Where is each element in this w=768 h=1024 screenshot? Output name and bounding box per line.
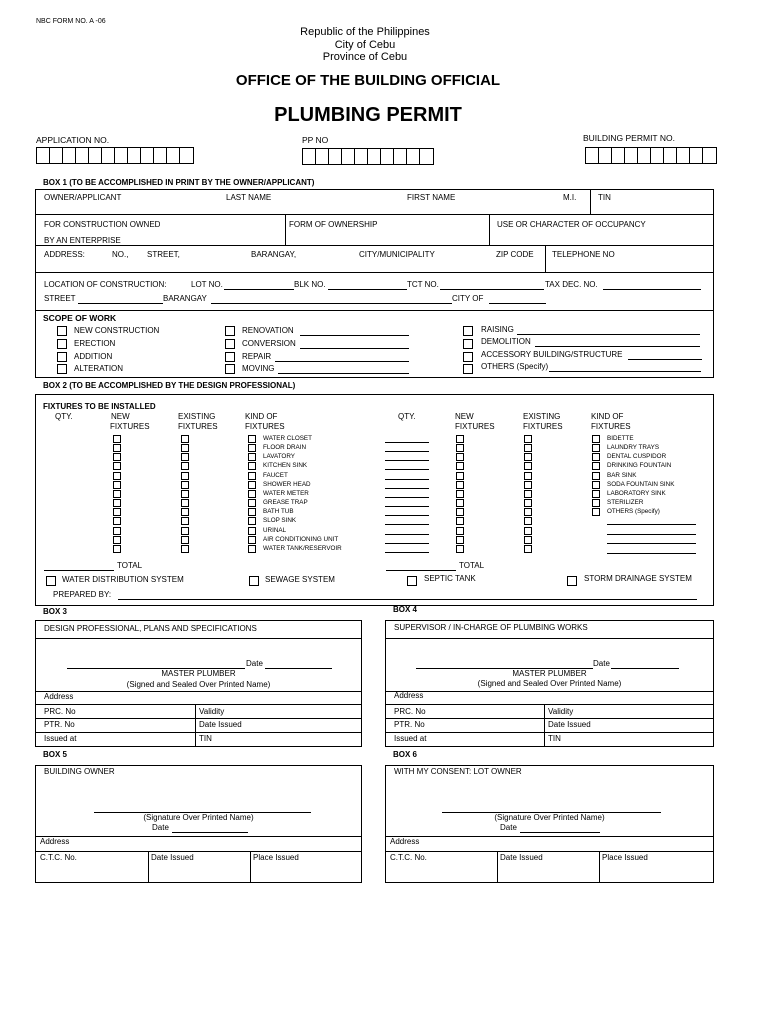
by-an-enterprise-label: BY AN ENTERPRISE xyxy=(44,236,121,245)
scope-label-repair: REPAIR xyxy=(242,352,272,361)
new-fixtures-header: FIXTURES xyxy=(455,422,495,431)
tin-label: TIN xyxy=(598,193,611,202)
address-city-label: CITY/MUNICIPALITY xyxy=(359,250,435,259)
kind-fixtures-header: FIXTURES xyxy=(591,422,631,431)
box4-prc-label: PRC. No xyxy=(394,707,426,716)
tax-dec-no-line[interactable] xyxy=(603,289,701,290)
box4-validity-label: Validity xyxy=(548,707,574,716)
fixture-label: WATER METER xyxy=(263,489,309,497)
fixture-label: LABORATORY SINK xyxy=(607,489,666,497)
scope-checkbox-accessory-building[interactable] xyxy=(463,352,473,362)
box5-title: BUILDING OWNER xyxy=(44,767,115,776)
total-left-line[interactable] xyxy=(44,570,114,571)
pp-no-field[interactable] xyxy=(302,148,434,165)
others-specify-line[interactable] xyxy=(607,524,696,525)
fixture-label: BIDETTE xyxy=(607,435,634,442)
lot-no-line[interactable] xyxy=(224,289,294,290)
box3-title: DESIGN PROFESSIONAL, PLANS AND SPECIFICATIONS xyxy=(44,624,257,633)
barangay-line[interactable] xyxy=(211,303,452,304)
box5-date-line[interactable] xyxy=(172,832,248,833)
fixture-label: STERILIZER xyxy=(607,499,644,507)
others-line[interactable] xyxy=(549,371,701,372)
existing-fixture-checkbox[interactable] xyxy=(181,536,189,544)
fixture-kind-checkbox[interactable] xyxy=(592,444,600,452)
qty-line[interactable] xyxy=(385,442,429,443)
fixture-kind-checkbox[interactable] xyxy=(248,435,256,443)
water-distribution-label: WATER DISTRIBUTION SYSTEM xyxy=(62,575,184,584)
existing-fixtures-header: FIXTURES xyxy=(523,422,563,431)
fixture-kind-checkbox[interactable] xyxy=(248,481,256,489)
blk-no-line[interactable] xyxy=(328,289,407,290)
fixture-label: SLOP SINK xyxy=(263,517,297,525)
qty-line[interactable] xyxy=(385,534,429,535)
divider xyxy=(35,718,362,719)
box4-master-plumber: MASTER PLUMBER xyxy=(512,669,587,678)
existing-fixture-checkbox[interactable] xyxy=(524,545,532,553)
existing-fixture-checkbox[interactable] xyxy=(524,517,532,525)
box3-issued-at-label: Issued at xyxy=(44,734,77,743)
city-of-line[interactable] xyxy=(489,303,546,304)
qty-header: QTY. xyxy=(398,412,416,421)
lot-no-label: LOT NO. xyxy=(191,280,223,289)
existing-fixture-checkbox[interactable] xyxy=(181,545,189,553)
renovation-line[interactable] xyxy=(300,335,409,336)
divider xyxy=(35,704,362,705)
fixture-kind-checkbox[interactable] xyxy=(592,499,600,507)
total-right-label: TOTAL xyxy=(459,561,485,570)
existing-fixture-checkbox[interactable] xyxy=(524,499,532,507)
existing-fixture-checkbox[interactable] xyxy=(524,435,532,443)
scope-label-conversion: CONVERSION xyxy=(242,339,296,348)
fixture-label: LAUNDRY TRAYS xyxy=(607,444,660,452)
pp-no-label: PP NO xyxy=(302,135,329,145)
divider xyxy=(544,704,545,747)
repair-line[interactable] xyxy=(275,361,409,362)
barangay-label: BARANGAY xyxy=(163,294,207,303)
address-no-label: NO., xyxy=(112,250,129,259)
box4-signed-sealed: (Signed and Sealed Over Printed Name) xyxy=(477,679,622,688)
new-fixture-checkbox[interactable] xyxy=(456,444,464,452)
new-fixture-checkbox[interactable] xyxy=(456,490,464,498)
location-of-construction-label: LOCATION OF CONSTRUCTION: xyxy=(44,280,167,289)
box4-heading: BOX 4 xyxy=(393,605,418,614)
scope-checkbox-new-construction[interactable] xyxy=(57,326,67,336)
mi-label: M.I. xyxy=(563,193,577,202)
qty-line[interactable] xyxy=(385,515,429,516)
scope-label-raising: RAISING xyxy=(481,325,514,334)
fixture-kind-checkbox[interactable] xyxy=(248,545,256,553)
box3-date-line[interactable] xyxy=(265,668,332,669)
fixture-kind-checkbox[interactable] xyxy=(592,453,600,461)
fixture-kind-checkbox[interactable] xyxy=(592,462,600,470)
city-of-label: CITY OF xyxy=(452,294,484,303)
new-fixture-checkbox[interactable] xyxy=(113,462,121,470)
new-fixtures-header: FIXTURES xyxy=(110,422,150,431)
scope-label-alteration: ALTERATION xyxy=(74,364,124,373)
existing-fixture-checkbox[interactable] xyxy=(181,481,189,489)
qty-header: QTY. xyxy=(55,412,73,421)
box6-place-issued-label: Place Issued xyxy=(602,853,648,862)
fixture-label: KITCHEN SINK xyxy=(263,462,308,470)
fixture-label: GREASE TRAP xyxy=(263,499,308,507)
conversion-line[interactable] xyxy=(300,348,409,349)
box4-date-issued-label: Date Issued xyxy=(548,720,591,729)
divider xyxy=(285,214,286,245)
divider xyxy=(385,836,714,837)
address-barangay-label: BARANGAY, xyxy=(251,250,297,259)
owner-applicant-label: OWNER/APPLICANT xyxy=(44,193,122,202)
box6-date-issued-label: Date Issued xyxy=(500,853,543,862)
existing-fixture-checkbox[interactable] xyxy=(524,490,532,498)
box3-heading: BOX 3 xyxy=(43,607,68,616)
fixture-label: BATH TUB xyxy=(263,508,294,516)
box5-heading: BOX 5 xyxy=(43,750,68,759)
divider xyxy=(35,836,362,837)
for-construction-owned-label: FOR CONSTRUCTION OWNED xyxy=(44,220,161,229)
fixture-kind-checkbox[interactable] xyxy=(592,508,600,516)
qty-line[interactable] xyxy=(385,497,429,498)
scope-checkbox-alteration[interactable] xyxy=(57,364,67,374)
fixture-kind-checkbox[interactable] xyxy=(248,508,256,516)
divider xyxy=(250,851,251,883)
box6-title: WITH MY CONSENT: LOT OWNER xyxy=(394,767,522,776)
existing-fixture-checkbox[interactable] xyxy=(524,536,532,544)
septic-tank-checkbox[interactable] xyxy=(407,576,417,586)
divider xyxy=(497,851,498,883)
scope-label-addition: ADDITION xyxy=(74,352,113,361)
fixture-label: FAUCET xyxy=(263,471,288,479)
new-fixture-checkbox[interactable] xyxy=(113,435,121,443)
prepared-by-line[interactable] xyxy=(118,599,697,600)
box5-address-label: Address xyxy=(40,837,70,846)
existing-fixture-checkbox[interactable] xyxy=(524,453,532,461)
fixture-label: AIR CONDITIONING UNIT xyxy=(263,535,339,543)
existing-fixture-checkbox[interactable] xyxy=(181,462,189,470)
new-fixture-checkbox[interactable] xyxy=(456,499,464,507)
divider xyxy=(35,245,714,246)
new-fixture-checkbox[interactable] xyxy=(456,462,464,470)
existing-fixture-checkbox[interactable] xyxy=(181,508,189,516)
sewage-system-checkbox[interactable] xyxy=(249,576,259,586)
qty-line[interactable] xyxy=(385,451,429,452)
new-fixture-checkbox[interactable] xyxy=(113,536,121,544)
others-specify-line[interactable] xyxy=(607,534,696,535)
new-fixture-checkbox[interactable] xyxy=(456,435,464,443)
box6-heading: BOX 6 xyxy=(393,750,418,759)
existing-fixture-checkbox[interactable] xyxy=(524,444,532,452)
existing-fixture-checkbox[interactable] xyxy=(524,472,532,480)
new-fixture-checkbox[interactable] xyxy=(113,508,121,516)
divider xyxy=(35,691,362,692)
scope-checkbox-repair[interactable] xyxy=(225,352,235,362)
divider xyxy=(590,189,591,214)
scope-checkbox-conversion[interactable] xyxy=(225,339,235,349)
divider xyxy=(195,704,196,747)
existing-fixture-checkbox[interactable] xyxy=(524,481,532,489)
new-fixture-checkbox[interactable] xyxy=(113,472,121,480)
fixture-kind-checkbox[interactable] xyxy=(592,481,600,489)
zip-code-label: ZIP CODE xyxy=(496,250,534,259)
divider xyxy=(599,851,600,883)
republic-line: Republic of the Philippines xyxy=(300,26,430,38)
existing-fixture-checkbox[interactable] xyxy=(181,490,189,498)
box6-date-label: Date xyxy=(500,823,517,832)
scope-label-accessory-building: ACCESSORY BUILDING/STRUCTURE xyxy=(481,350,623,359)
fixture-kind-checkbox[interactable] xyxy=(248,444,256,452)
box5-date-label: Date xyxy=(152,823,169,832)
new-fixture-checkbox[interactable] xyxy=(113,481,121,489)
use-or-character-label: USE OR CHARACTER OF OCCUPANCY xyxy=(497,220,646,229)
box6-frame xyxy=(385,765,714,883)
divider xyxy=(35,310,714,311)
divider xyxy=(35,272,714,273)
qty-line[interactable] xyxy=(385,552,429,553)
new-fixture-checkbox[interactable] xyxy=(113,545,121,553)
fixture-kind-checkbox[interactable] xyxy=(592,472,600,480)
scope-checkbox-moving[interactable] xyxy=(225,364,235,374)
box4-title: SUPERVISOR / IN-CHARGE OF PLUMBING WORKS xyxy=(394,623,588,632)
existing-fixture-checkbox[interactable] xyxy=(181,453,189,461)
qty-line[interactable] xyxy=(385,543,429,544)
fixture-label: OTHERS (Specify) xyxy=(607,508,660,516)
box1-heading: BOX 1 (TO BE ACCOMPLISHED IN PRINT BY THE OWNER/APPLICANT) xyxy=(43,178,315,187)
divider xyxy=(35,732,362,733)
form-number: NBC FORM NO. A -06 xyxy=(36,18,106,25)
tax-dec-no-label: TAX DEC. NO. xyxy=(545,280,598,289)
box3-date-label: Date xyxy=(246,659,263,668)
new-fixture-checkbox[interactable] xyxy=(456,481,464,489)
box4-date-label: Date xyxy=(593,659,610,668)
box5-ctc-label: C.T.C. No. xyxy=(40,853,77,862)
new-fixture-checkbox[interactable] xyxy=(456,545,464,553)
fixture-kind-checkbox[interactable] xyxy=(248,499,256,507)
qty-line[interactable] xyxy=(385,479,429,480)
new-fixture-checkbox[interactable] xyxy=(456,508,464,516)
box6-signature-label: (Signature Over Printed Name) xyxy=(494,813,605,822)
new-fixture-checkbox[interactable] xyxy=(456,536,464,544)
existing-fixture-checkbox[interactable] xyxy=(181,499,189,507)
storm-drainage-label: STORM DRAINAGE SYSTEM xyxy=(584,574,692,583)
scope-label-moving: MOVING xyxy=(242,364,275,373)
application-no-label: APPLICATION NO. xyxy=(36,135,110,145)
box4-address-label: Address xyxy=(394,691,424,700)
water-distribution-checkbox[interactable] xyxy=(46,576,56,586)
divider xyxy=(385,638,714,639)
new-fixture-checkbox[interactable] xyxy=(113,453,121,461)
new-header: NEW xyxy=(111,412,130,421)
divider xyxy=(385,851,714,852)
scope-label-erection: ERECTION xyxy=(74,339,116,348)
building-permit-no-field[interactable] xyxy=(585,147,717,164)
box2-heading: BOX 2 (TO BE ACCOMPLISHED BY THE DESIGN PROFESSIONAL) xyxy=(43,381,296,390)
box3-date-issued-label: Date Issued xyxy=(199,720,242,729)
divider xyxy=(385,704,714,705)
box4-ptr-label: PTR. No xyxy=(394,720,425,729)
septic-tank-label: SEPTIC TANK xyxy=(424,574,476,583)
fixture-label: WATER CLOSET xyxy=(263,435,312,442)
scope-label-others: OTHERS (Specify) xyxy=(481,362,549,371)
province-line: Province of Cebu xyxy=(322,51,408,63)
existing-fixtures-header: FIXTURES xyxy=(178,422,218,431)
kind-of-header: KIND OF xyxy=(591,412,624,421)
box3-validity-label: Validity xyxy=(199,707,225,716)
divider xyxy=(385,732,714,733)
scope-checkbox-erection[interactable] xyxy=(57,339,67,349)
last-name-label: LAST NAME xyxy=(226,193,272,202)
fixture-label: SODA FOUNTAIN SINK xyxy=(607,480,675,488)
scope-checkbox-raising[interactable] xyxy=(463,326,473,336)
existing-fixture-checkbox[interactable] xyxy=(524,508,532,516)
new-header: NEW xyxy=(455,412,474,421)
blk-no-label: BLK NO. xyxy=(294,280,326,289)
fixture-kind-checkbox[interactable] xyxy=(248,536,256,544)
fixture-label: URINAL xyxy=(263,526,287,534)
storm-drainage-checkbox[interactable] xyxy=(567,576,577,586)
new-fixture-checkbox[interactable] xyxy=(113,490,121,498)
scope-label-renovation: RENOVATION xyxy=(242,326,294,335)
box5-frame xyxy=(35,765,362,883)
box4-tin-label: TIN xyxy=(548,734,561,743)
others-specify-line[interactable] xyxy=(607,553,696,554)
total-left-label: TOTAL xyxy=(117,561,143,570)
new-fixture-checkbox[interactable] xyxy=(113,527,121,535)
fixture-label: DENTAL CUSPIDOR xyxy=(607,453,667,461)
scope-checkbox-others[interactable] xyxy=(463,364,473,374)
demolition-line[interactable] xyxy=(535,346,700,347)
fixture-kind-checkbox[interactable] xyxy=(592,435,600,443)
box4-issued-at-label: Issued at xyxy=(394,734,427,743)
qty-line[interactable] xyxy=(385,488,429,489)
fixtures-heading: FIXTURES TO BE INSTALLED xyxy=(43,402,156,411)
existing-fixture-checkbox[interactable] xyxy=(181,472,189,480)
box6-address-label: Address xyxy=(390,837,420,846)
new-fixture-checkbox[interactable] xyxy=(113,499,121,507)
box5-place-issued-label: Place Issued xyxy=(253,853,299,862)
others-specify-line[interactable] xyxy=(607,543,696,544)
sewage-system-label: SEWAGE SYSTEM xyxy=(265,575,335,584)
tct-no-line[interactable] xyxy=(440,289,544,290)
first-name-label: FIRST NAME xyxy=(407,193,456,202)
raising-line[interactable] xyxy=(517,334,700,335)
accessory-building-line[interactable] xyxy=(628,359,702,360)
new-fixture-checkbox[interactable] xyxy=(113,517,121,525)
box3-prc-label: PRC. No xyxy=(44,707,76,716)
scope-label-demolition: DEMOLITION xyxy=(481,337,531,346)
existing-header: EXISTING xyxy=(178,412,216,421)
fixture-kind-checkbox[interactable] xyxy=(248,490,256,498)
office-title: OFFICE OF THE BUILDING OFFICIAL xyxy=(235,72,501,89)
application-no-field[interactable] xyxy=(36,147,194,164)
new-fixture-checkbox[interactable] xyxy=(456,453,464,461)
box6-date-line[interactable] xyxy=(520,832,600,833)
scope-checkbox-addition[interactable] xyxy=(57,352,67,362)
total-right-line[interactable] xyxy=(386,570,456,571)
existing-fixture-checkbox[interactable] xyxy=(524,527,532,535)
box4-date-line[interactable] xyxy=(611,668,679,669)
street-label: STREET xyxy=(44,294,76,303)
box3-address-label: Address xyxy=(44,692,74,701)
fixture-label: BAR SINK xyxy=(607,471,637,479)
address-street-label: STREET, xyxy=(147,250,180,259)
existing-header: EXISTING xyxy=(523,412,561,421)
building-permit-no-label: BUILDING PERMIT NO. xyxy=(583,133,675,143)
street-line[interactable] xyxy=(78,303,163,304)
qty-line[interactable] xyxy=(385,506,429,507)
divider xyxy=(489,214,490,245)
divider xyxy=(545,245,546,272)
address-label: ADDRESS: xyxy=(44,250,85,259)
fixture-kind-checkbox[interactable] xyxy=(248,472,256,480)
box6-ctc-label: C.T.C. No. xyxy=(390,853,427,862)
box3-signed-sealed: (Signed and Sealed Over Printed Name) xyxy=(126,680,271,689)
fixture-kind-checkbox[interactable] xyxy=(248,462,256,470)
box5-signature-label: (Signature Over Printed Name) xyxy=(143,813,254,822)
new-fixture-checkbox[interactable] xyxy=(113,444,121,452)
box3-master-plumber: MASTER PLUMBER xyxy=(161,669,236,678)
existing-fixture-checkbox[interactable] xyxy=(181,527,189,535)
scope-checkbox-demolition[interactable] xyxy=(463,339,473,349)
tct-no-label: TCT NO. xyxy=(407,280,439,289)
qty-line[interactable] xyxy=(385,524,429,525)
fixture-kind-checkbox[interactable] xyxy=(592,490,600,498)
fixture-label: SHOWER HEAD xyxy=(263,480,311,488)
fixture-kind-checkbox[interactable] xyxy=(248,453,256,461)
prepared-by-label: PREPARED BY: xyxy=(53,590,112,599)
divider xyxy=(385,691,714,692)
divider xyxy=(35,214,714,215)
fixture-label: WATER TANK/RESERVOIR xyxy=(263,544,342,552)
form-of-ownership-label: FORM OF OWNERSHIP xyxy=(289,220,378,229)
city-line: City of Cebu xyxy=(334,39,396,51)
fixture-label: DRINKING FOUNTAIN xyxy=(607,462,672,470)
existing-fixture-checkbox[interactable] xyxy=(181,435,189,443)
box3-ptr-label: PTR. No xyxy=(44,720,75,729)
qty-line[interactable] xyxy=(385,469,429,470)
kind-of-header: KIND OF xyxy=(245,412,278,421)
fixture-label: LAVATORY xyxy=(263,453,295,461)
fixture-kind-checkbox[interactable] xyxy=(248,527,256,535)
divider xyxy=(35,851,362,852)
scope-of-work-heading: SCOPE OF WORK xyxy=(43,313,117,323)
telephone-no-label: TELEPHONE NO xyxy=(552,250,615,259)
fixture-label: FLOOR DRAIN xyxy=(263,444,307,452)
scope-label-new-construction: NEW CONSTRUCTION xyxy=(74,326,160,335)
fixture-kind-checkbox[interactable] xyxy=(248,517,256,525)
kind-fixtures-header: FIXTURES xyxy=(245,422,285,431)
box3-tin-label: TIN xyxy=(199,734,212,743)
box5-date-issued-label: Date Issued xyxy=(151,853,194,862)
existing-fixture-checkbox[interactable] xyxy=(524,462,532,470)
existing-fixture-checkbox[interactable] xyxy=(181,517,189,525)
new-fixture-checkbox[interactable] xyxy=(456,527,464,535)
moving-line[interactable] xyxy=(278,373,409,374)
scope-checkbox-renovation[interactable] xyxy=(225,326,235,336)
existing-fixture-checkbox[interactable] xyxy=(181,444,189,452)
divider xyxy=(148,851,149,883)
new-fixture-checkbox[interactable] xyxy=(456,472,464,480)
qty-line[interactable] xyxy=(385,460,429,461)
divider xyxy=(385,718,714,719)
divider xyxy=(35,638,362,639)
new-fixture-checkbox[interactable] xyxy=(456,517,464,525)
page-title: PLUMBING PERMIT xyxy=(274,104,462,126)
